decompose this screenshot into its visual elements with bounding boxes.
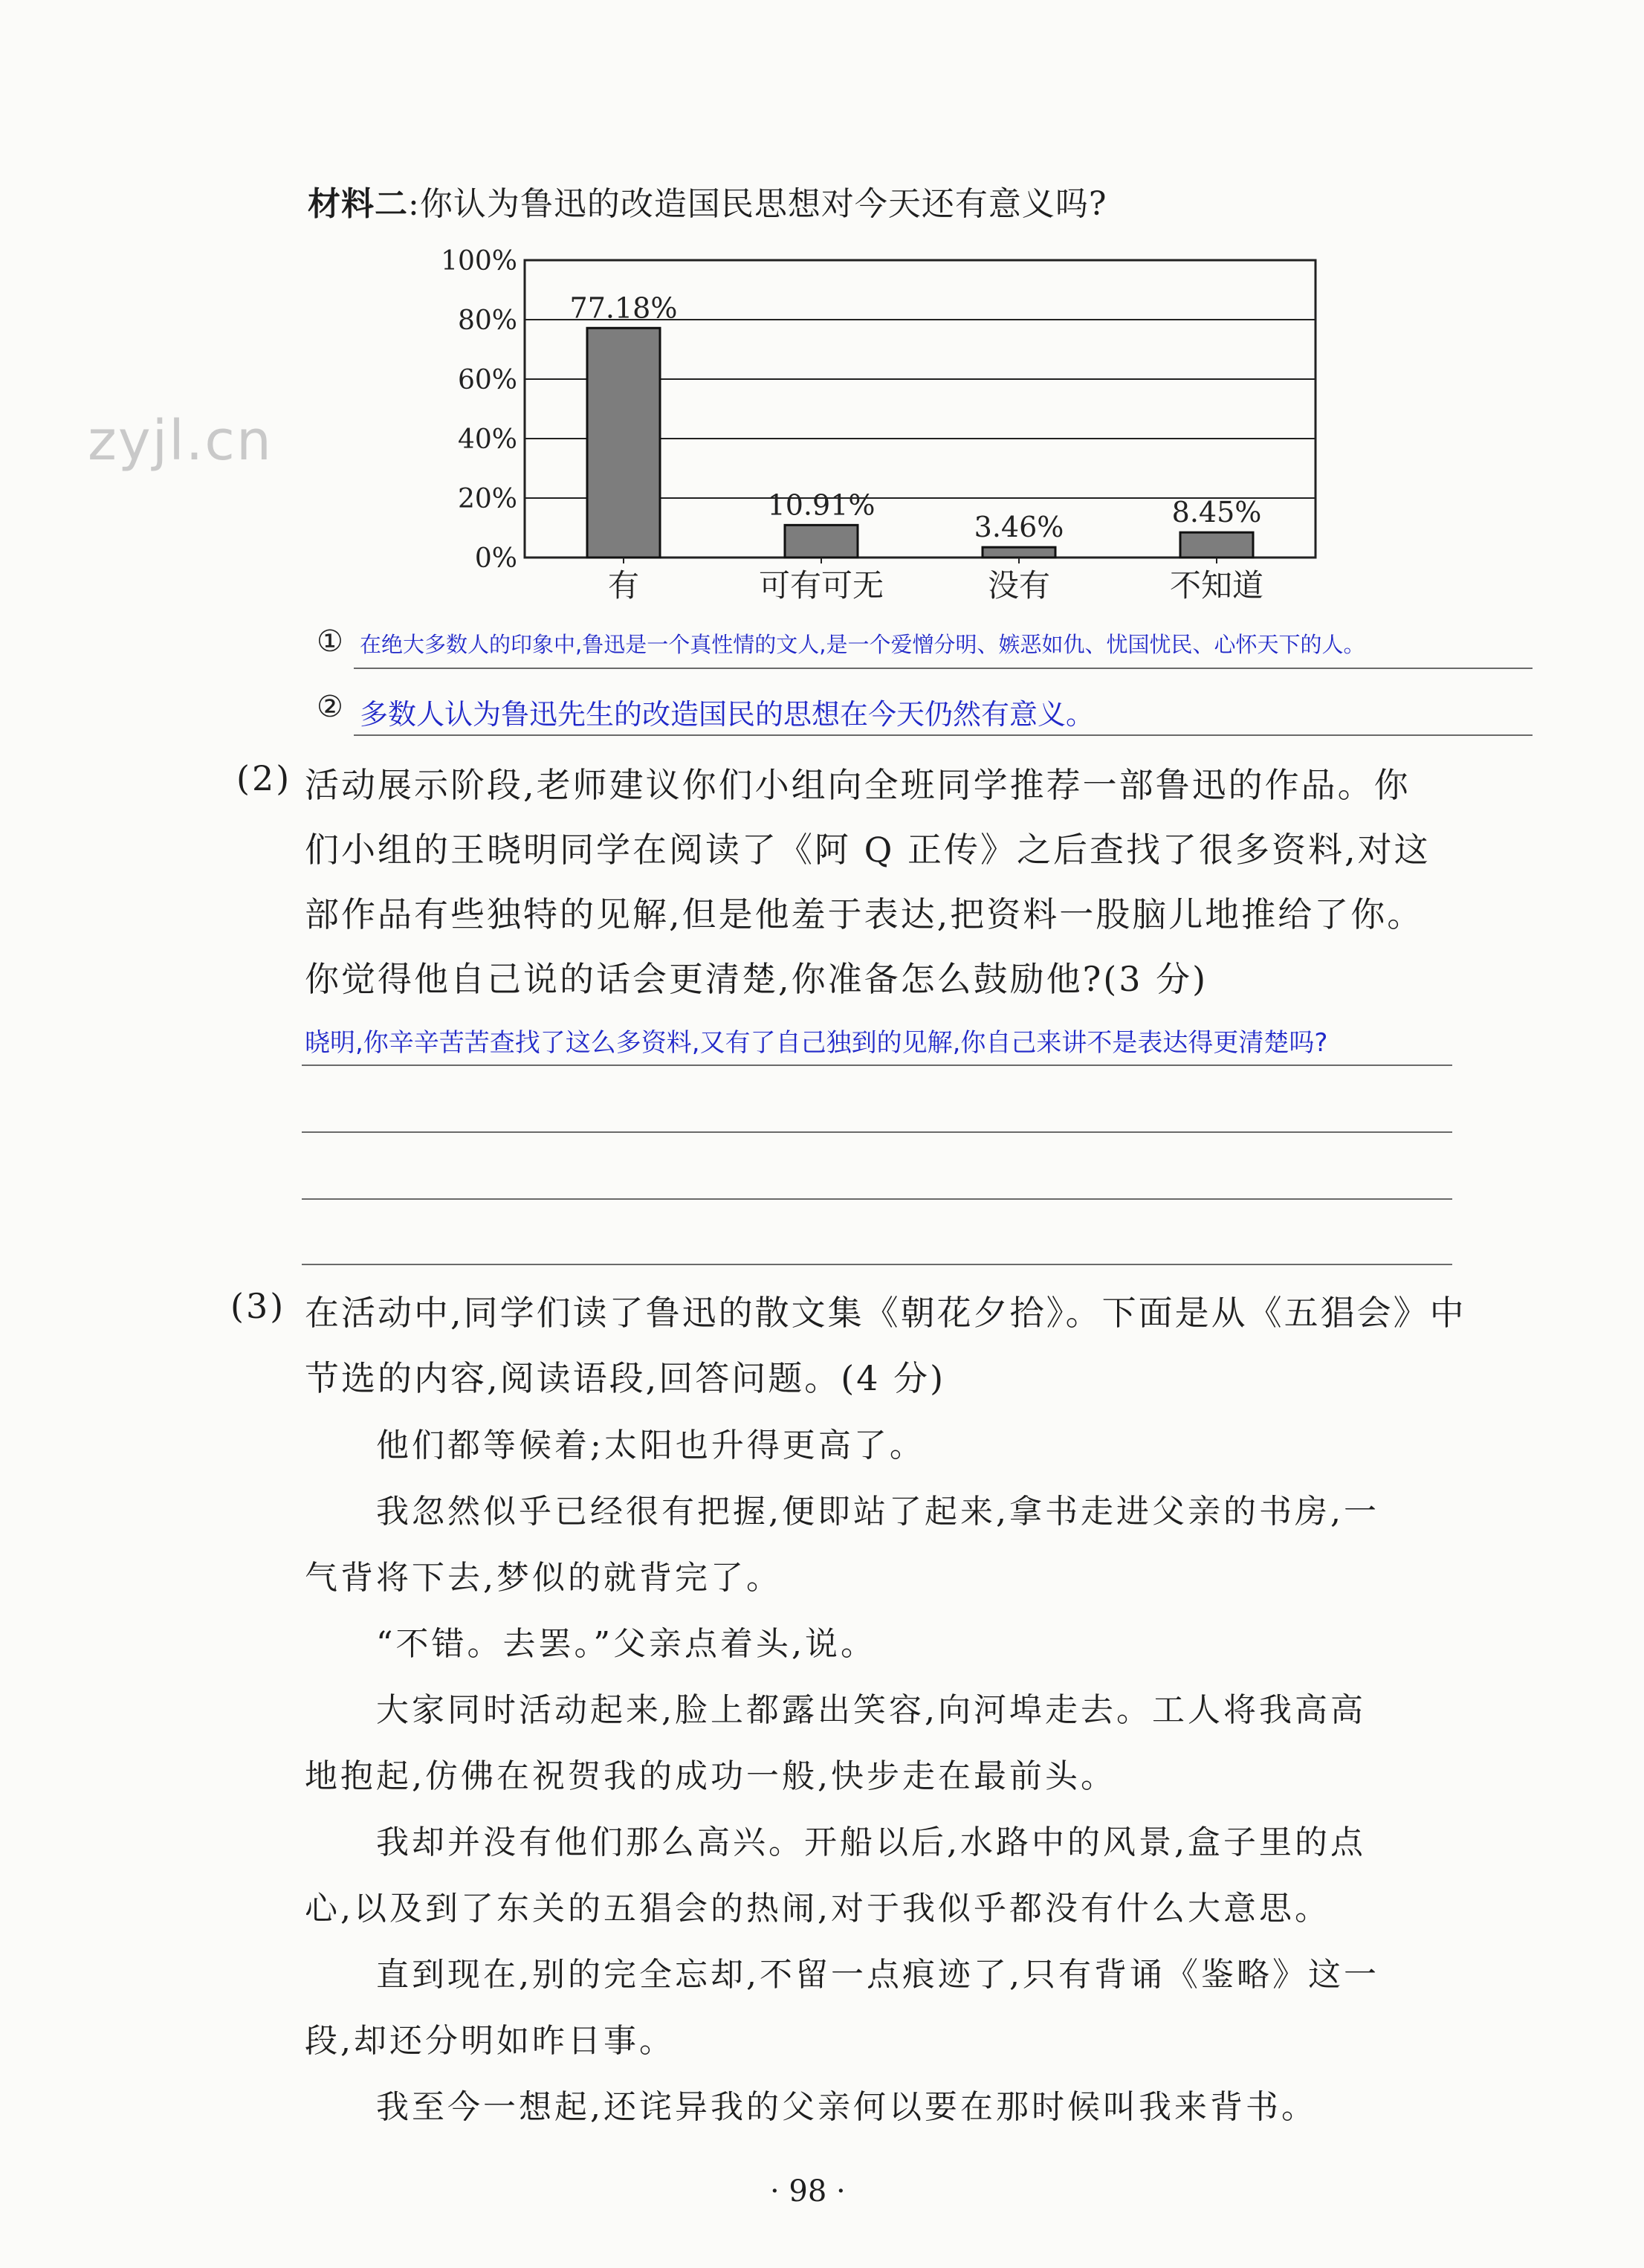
y-tick-label: 80% (457, 306, 517, 336)
q2-answer-line-4 (302, 1264, 1452, 1265)
answer1-number: ① (317, 624, 343, 659)
page-number: · 98 · (770, 2174, 846, 2209)
q2-number: (2) (236, 758, 292, 798)
q2-answer-line-3 (302, 1198, 1452, 1200)
q2-answer-line-2 (302, 1131, 1452, 1133)
y-tick-label: 60% (457, 365, 517, 395)
q3-number: (3) (230, 1286, 286, 1326)
bar (785, 525, 858, 558)
x-category-label: 没有 (987, 567, 1051, 604)
q2-line-1: 活动展示阶段,老师建议你们小组向全班同学推荐一部鲁迅的作品。你 (305, 765, 1411, 805)
answer1-line (354, 668, 1533, 669)
passage-line-11: 我至今一想起,还诧异我的父亲何以要在那时候叫我来背书。 (376, 2088, 1317, 2126)
passage-line-5: 大家同时活动起来,脸上都露出笑容,向河埠走去。工人将我高高 (376, 1691, 1366, 1729)
material2-heading (308, 177, 1107, 224)
bar-value-label: 8.45% (1171, 496, 1262, 529)
bar-value-label: 3.46% (974, 511, 1064, 544)
bar (983, 547, 1055, 558)
x-category-label: 不知道 (1169, 567, 1264, 604)
q2-line-3: 部作品有些独特的见解,但是他羞于表达,把资料一股脑儿地推给了你。 (305, 894, 1424, 934)
q2-answer-line-1 (302, 1064, 1452, 1066)
x-category-label: 有 (607, 567, 640, 604)
bar (587, 328, 660, 558)
passage-line-7: 我却并没有他们那么高兴。开船以后,水路中的风景,盒子里的点 (376, 1823, 1366, 1861)
y-tick-label: 40% (457, 424, 517, 455)
q2-line-2: 们小组的王晓明同学在阅读了《阿 Q 正传》之后查找了很多资料,对这 (305, 830, 1431, 870)
answer2-line (354, 734, 1533, 736)
passage-line-3: 气背将下去,梦似的就背完了。 (305, 1559, 782, 1597)
bar-value-label: 10.91% (767, 488, 876, 522)
answer2-number: ② (317, 690, 343, 724)
bar (1180, 532, 1253, 558)
q3-line-1: 在活动中,同学们读了鲁迅的散文集《朝花夕拾》。下面是从《五猖会》中 (305, 1293, 1466, 1333)
q2-answer-handwritten: 晓明,你辛辛苦苦查找了这么多资料,又有了自己独到的见解,你自己来讲不是表达得更清楚吗? (305, 1028, 1328, 1058)
passage-line-9: 直到现在,别的完全忘却,不留一点痕迹了,只有背诵《鉴略》这一 (376, 1956, 1379, 1994)
passage-line-1: 他们都等候着;太阳也升得更高了。 (376, 1427, 925, 1464)
passage-line-4: “不错。去罢。”父亲点着头,说。 (376, 1625, 876, 1663)
y-tick-label: 0% (474, 543, 517, 574)
bar-chart (416, 245, 1353, 610)
q2-line-4: 你觉得他自己说的话会更清楚,你准备怎么鼓励他?(3 分) (305, 959, 1208, 999)
y-tick-label: 100% (441, 246, 517, 277)
y-tick-label: 20% (457, 484, 517, 514)
passage-line-8: 心,以及到了东关的五猖会的热闹,对于我似乎都没有什么大意思。 (305, 1890, 1330, 1928)
material2-question: :你认为鲁迅的改造国民思想对今天还有意义吗? (408, 185, 1107, 223)
answer1-handwritten: 在绝大多数人的印象中,鲁迅是一个真性情的文人,是一个爱憎分明、嫉恶如仇、忧国忧民、心怀天下的人。 (360, 632, 1365, 657)
passage-line-10: 段,却还分明如昨日事。 (305, 2022, 675, 2060)
x-category-label: 可有可无 (758, 567, 884, 604)
bar-value-label: 77.18% (569, 291, 678, 325)
watermark: zyjl.cn (88, 409, 273, 473)
q3-line-2: 节选的内容,阅读语段,回答问题。(4 分) (305, 1358, 946, 1398)
passage-line-6: 地抱起,仿佛在祝贺我的成功一般,快步走在最前头。 (305, 1757, 1116, 1795)
passage-line-2: 我忽然似乎已经很有把握,便即站了起来,拿书走进父亲的书房,一 (376, 1493, 1379, 1531)
material2-label: 材料二 (308, 185, 408, 223)
answer2-handwritten: 多数人认为鲁迅先生的改造国民的思想在今天仍然有意义。 (360, 698, 1095, 731)
